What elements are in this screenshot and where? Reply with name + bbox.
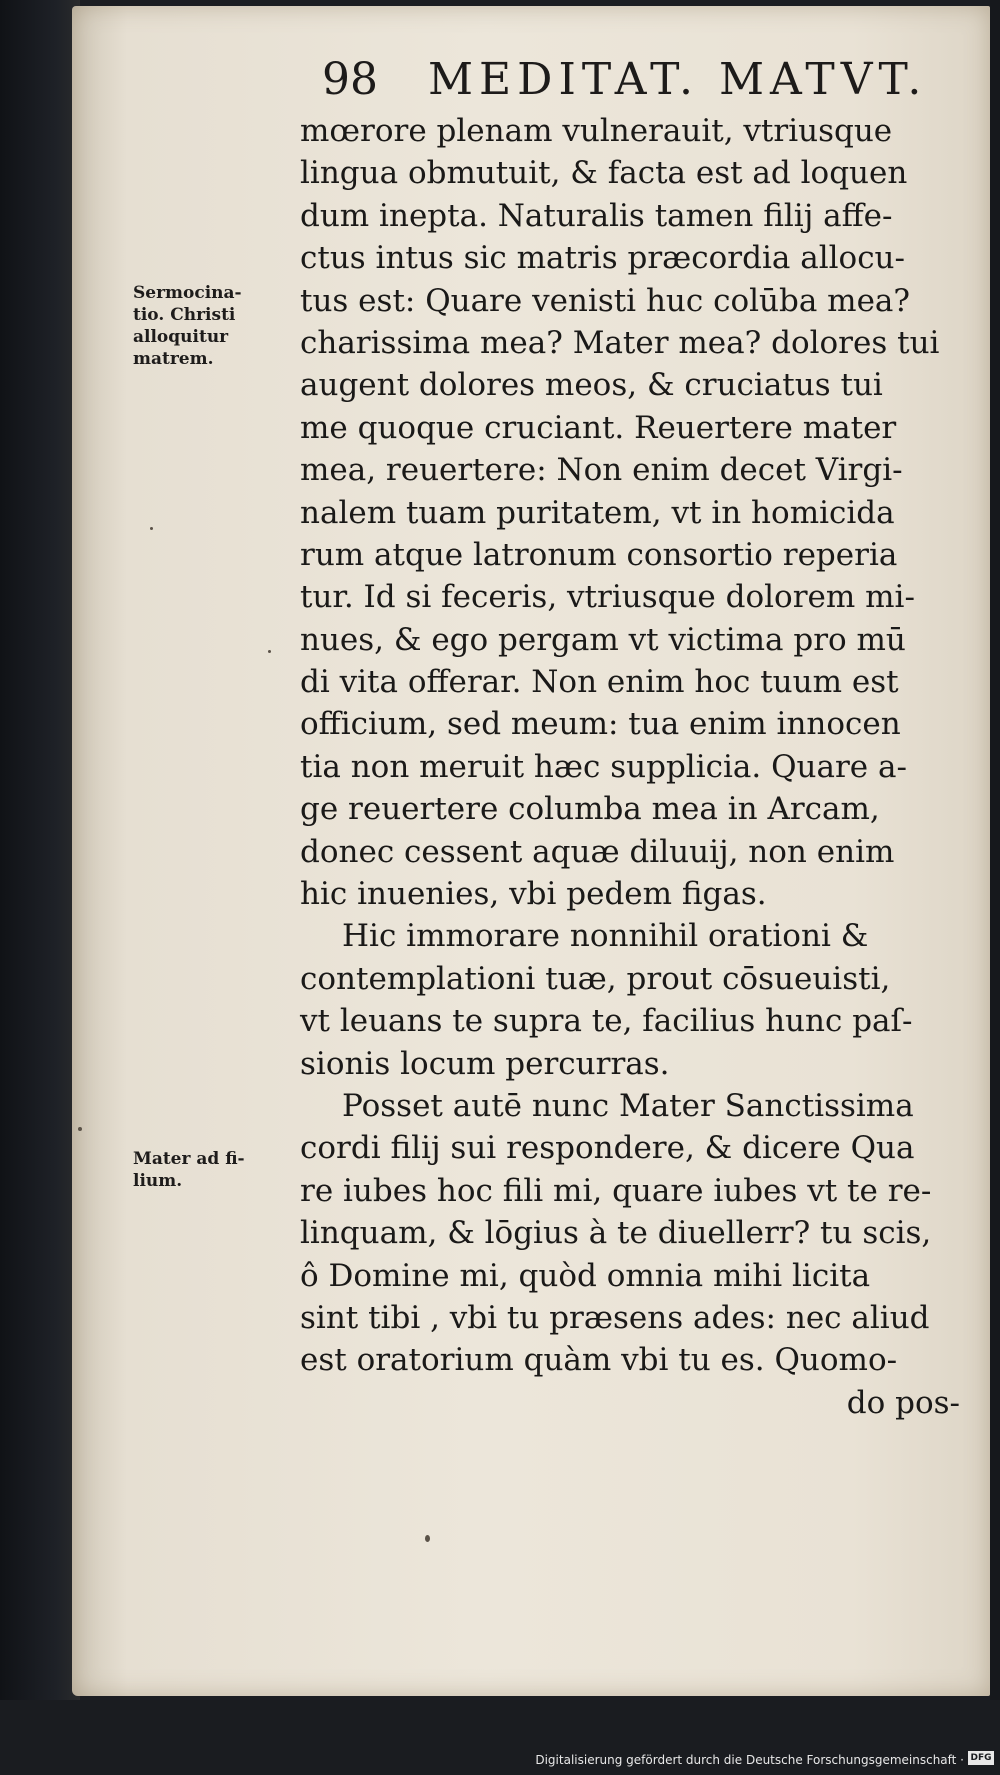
text-line: vt leuans te supra te, facilius hunc paſ-	[300, 1003, 913, 1040]
text-line: di vita offerar. Non enim hoc tuum est	[300, 664, 899, 701]
text-line: Posset autē nunc Mater Sanctissima	[342, 1087, 914, 1124]
text-line: contemplationi tuæ, prout cōsueuisti,	[300, 960, 891, 997]
text-line: donec cessent aquæ diluuij, non enim	[300, 833, 895, 870]
text-line: tur. Id si feceris, vtriusque dolorem mi-	[300, 579, 915, 616]
margin-note-line: matrem.	[133, 349, 214, 369]
margin-note-sermocinatio	[133, 282, 293, 370]
margin-note-line: tio. Christi	[133, 305, 236, 325]
text-line: mea, reuertere: Non enim decet Virgi-	[300, 452, 903, 489]
text-line: dum inepta. Naturalis tamen filij affe-	[300, 197, 893, 234]
scan-background-right	[990, 0, 1000, 1700]
text-line: cordi filij sui respondere, & dicere Qua	[300, 1130, 915, 1167]
margin-note-line: Mater ad fi-	[133, 1149, 245, 1169]
text-line: nues, & ego pergam vt victima pro mū	[300, 621, 906, 658]
text-line: Hic immorare nonnihil orationi &	[342, 918, 869, 955]
digitization-credit: Digitalisierung gefördert durch die Deutsche Forschungsgemeinschaft ·	[535, 1753, 964, 1767]
text-line: me quoque cruciant. Reuertere mater	[300, 409, 897, 446]
catchword: do pos-	[846, 1384, 960, 1421]
text-line: mœrore plenam vulnerauit, vtriusque	[300, 113, 893, 149]
text-line: rum atque latronum consortio reperia	[300, 536, 898, 573]
text-line: hic inuenies, vbi pedem figas.	[300, 876, 767, 913]
margin-note-line: alloquitur	[133, 327, 229, 347]
margin-note-line: Sermocina-	[133, 283, 242, 303]
paper-speck	[425, 1535, 430, 1542]
paper-speck	[78, 1127, 82, 1131]
text-line: sionis locum percurras.	[300, 1045, 670, 1082]
text-line: lingua obmutuit, & facta est ad loquen	[300, 155, 908, 192]
text-line: nalem tuam puritatem, vt in homicida	[300, 494, 895, 531]
text-line: est oratorium quàm vbi tu es. Quomo-	[300, 1342, 898, 1379]
text-line: ge reuertere columba mea in Arcam,	[300, 791, 880, 828]
page-number: 98	[322, 54, 378, 105]
body-text	[300, 110, 970, 1424]
text-line: re iubes hoc fili mi, quare iubes vt te re-	[300, 1172, 932, 1209]
text-line: sint tibi , vbi tu præsens ades: nec aliud	[300, 1299, 930, 1336]
text-line: linquam, & lōgius à te diuellerr? tu scis,	[300, 1215, 932, 1252]
text-line: ô Domine mi, quòd omnia mihi licita	[300, 1257, 871, 1294]
text-line: officium, sed meum: tua enim innocen	[300, 706, 901, 743]
text-line: tus est: Quare venisti huc colūba mea?	[300, 282, 911, 319]
running-title: MEDITAT. MATVT.	[428, 54, 928, 105]
running-header	[322, 50, 962, 110]
paper-speck	[150, 527, 153, 530]
scan-background-left	[0, 0, 80, 1700]
text-line: ctus intus sic matris præcordia allocu-	[300, 240, 905, 277]
margin-note-mater	[133, 1148, 293, 1192]
text-line: charissima mea? Mater mea? dolores tui	[300, 324, 940, 361]
paper-speck	[268, 650, 271, 653]
text-line: tia non meruit hæc supplicia. Quare a-	[300, 748, 907, 785]
margin-note-line: lium.	[133, 1171, 183, 1191]
text-line: augent dolores meos, & cruciatus tui	[300, 367, 883, 404]
dfg-logo-icon: DFG	[968, 1751, 994, 1765]
